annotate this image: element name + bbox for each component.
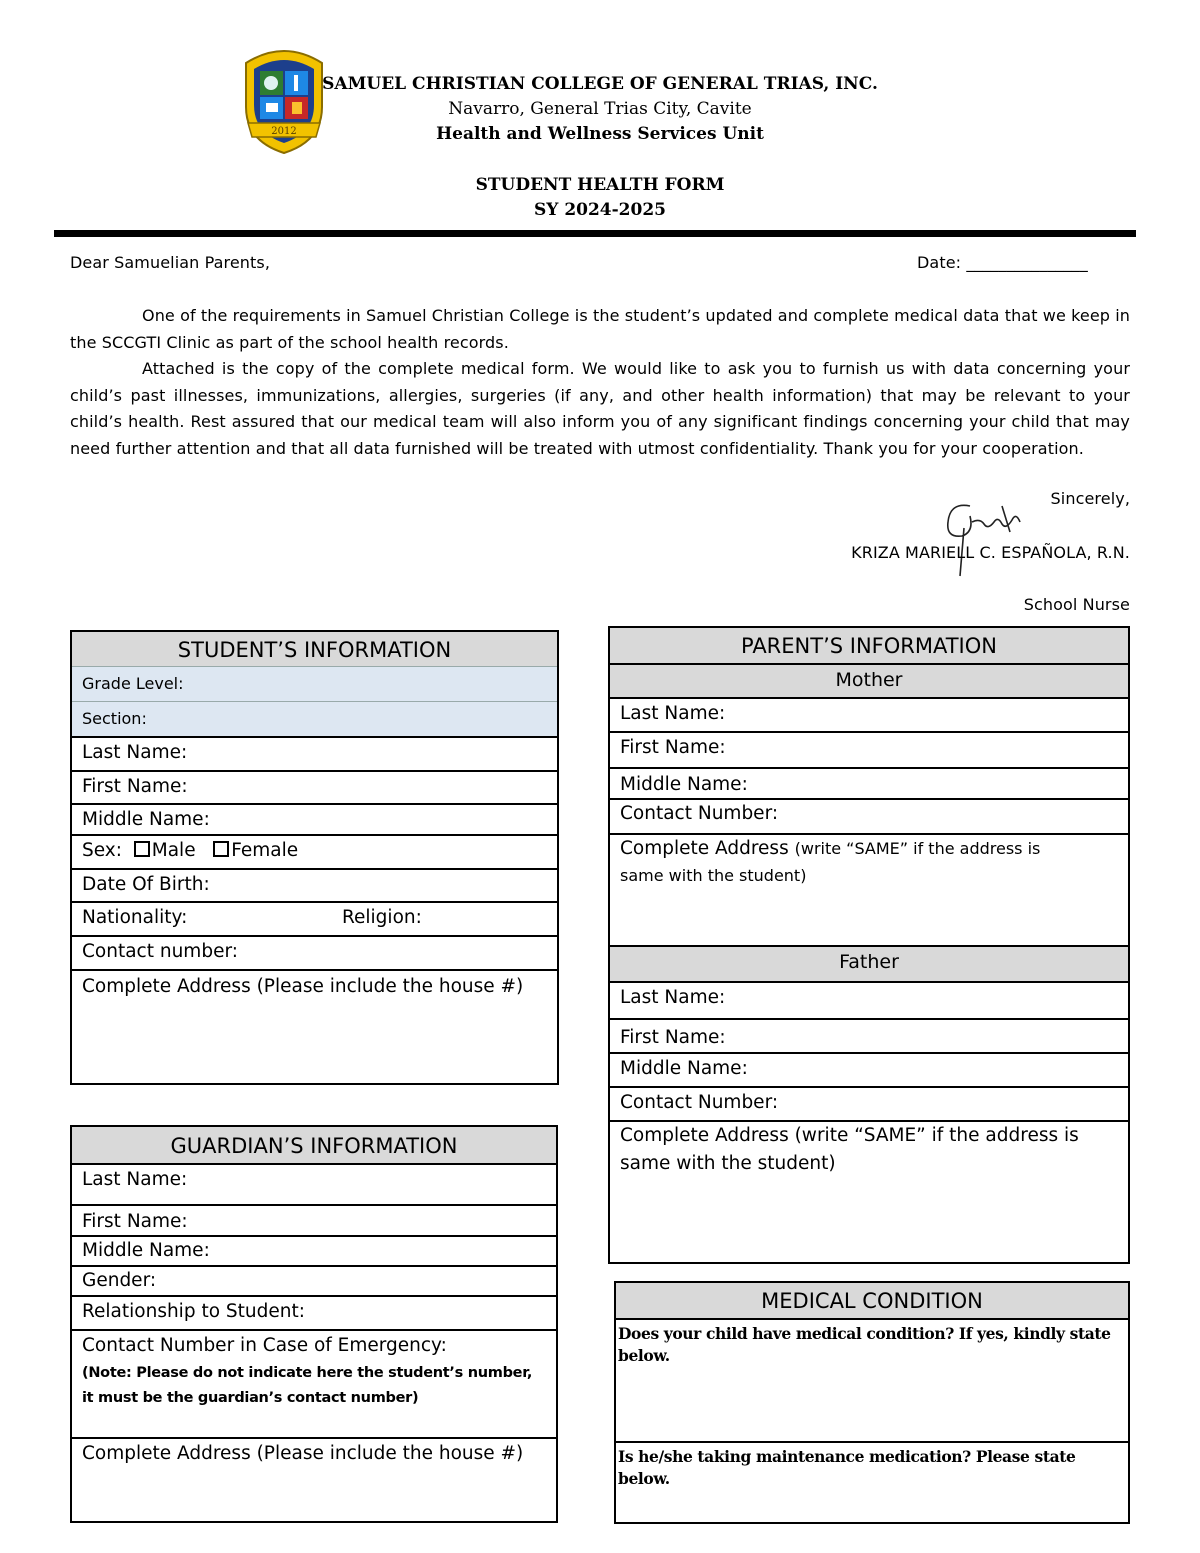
medical-q1-line-1: Does your child have medical condition? If yes, kindly state xyxy=(618,1324,1111,1343)
mother-last-name-field[interactable]: Last Name: xyxy=(610,697,1128,731)
mother-contact-field[interactable]: Contact Number: xyxy=(610,798,1128,833)
student-address-field[interactable]: Complete Address (Please include the house #) xyxy=(72,969,557,1083)
mother-address-label: Complete Address xyxy=(620,838,789,859)
student-info-title: STUDENT’S INFORMATION xyxy=(72,632,557,666)
relationship-field[interactable]: Relationship to Student: xyxy=(72,1295,556,1329)
guardian-last-name-field[interactable]: Last Name: xyxy=(72,1163,556,1204)
maintenance-medication-question[interactable] xyxy=(616,1441,1128,1522)
letter-paragraph-2: Attached is the copy of the complete medical form. We would like to ask you to furnish us with data concerning your child’s past illnesses, immunizations, allergies, surgeries (if any, and other health information) that may be relevant to your child’s health. Rest assured that our medical team will also inform you of any significant findings concerning your child that may need further attention and that all data furnished will be treated with utmost confidentiality. Thank you for your cooperation. xyxy=(70,359,1130,458)
medical-condition-title: MEDICAL CONDITION xyxy=(616,1283,1128,1318)
letter-body xyxy=(70,303,1130,462)
medical-q1-line-2: below. xyxy=(618,1346,670,1365)
emergency-contact-label: Contact Number in Case of Emergency: xyxy=(82,1335,447,1356)
logo-year-text: 2012 xyxy=(271,126,297,137)
student-info-table xyxy=(70,630,559,1085)
father-first-name-field[interactable]: First Name: xyxy=(610,1018,1128,1052)
father-address-field[interactable] xyxy=(610,1120,1128,1262)
student-contact-field[interactable]: Contact number: xyxy=(72,935,557,969)
section-field[interactable]: Section: xyxy=(72,701,557,736)
date-field: Date: _______________ xyxy=(917,253,1088,272)
guardian-address-field[interactable]: Complete Address (Please include the house #) xyxy=(72,1437,556,1521)
school-year: SY 2024-2025 xyxy=(533,200,666,220)
signature xyxy=(940,492,1030,578)
college-name: SAMUEL CHRISTIAN COLLEGE OF GENERAL TRIAS, INC. xyxy=(322,74,878,94)
guardian-info-title: GUARDIAN’S INFORMATION xyxy=(72,1127,556,1163)
medical-q2-line-1: Is he/she taking maintenance medication? Please state xyxy=(618,1447,1076,1466)
female-label: Female xyxy=(231,840,299,861)
mother-middle-name-field[interactable]: Middle Name: xyxy=(610,767,1128,798)
mother-heading: Mother xyxy=(610,663,1128,697)
nationality-field[interactable]: Nationality: xyxy=(82,907,188,928)
header-divider xyxy=(54,230,1136,237)
male-checkbox[interactable] xyxy=(134,841,150,857)
father-address-line-1: Complete Address (write “SAME” if the address is xyxy=(620,1125,1079,1146)
grade-level-field[interactable]: Grade Level: xyxy=(72,666,557,701)
guardian-first-name-field[interactable]: First Name: xyxy=(72,1204,556,1235)
form-title: STUDENT HEALTH FORM xyxy=(475,175,725,195)
student-first-name-field[interactable]: First Name: xyxy=(72,770,557,803)
male-label: Male xyxy=(151,840,196,861)
emergency-contact-field[interactable] xyxy=(72,1329,556,1437)
signatory-name: KRIZA MARIELL C. ESPAÑOLA, R.N. xyxy=(851,543,1130,562)
medical-q2-line-2: below. xyxy=(618,1469,670,1488)
guardian-info-table xyxy=(70,1125,558,1523)
medical-condition-question[interactable] xyxy=(616,1318,1128,1441)
parent-info-table xyxy=(608,626,1130,1264)
signatory-title: School Nurse xyxy=(1023,595,1130,614)
mother-first-name-field[interactable]: First Name: xyxy=(610,731,1128,767)
closing: Sincerely, xyxy=(1050,489,1130,508)
medical-condition-table xyxy=(614,1281,1130,1524)
college-address: Navarro, General Trias City, Cavite xyxy=(448,99,752,119)
sex-field xyxy=(72,834,557,868)
mother-address-field[interactable] xyxy=(610,833,1128,945)
father-last-name-field[interactable]: Last Name: xyxy=(610,981,1128,1018)
mother-address-note-2: same with the student) xyxy=(620,866,807,885)
letter-paragraph-1: One of the requirements in Samuel Christian College is the student’s updated and complete medical data that we keep in the SCCGTI Clinic as part of the school health records. xyxy=(70,306,1131,352)
father-address-line-2: same with the student) xyxy=(620,1153,836,1174)
guardian-middle-name-field[interactable]: Middle Name: xyxy=(72,1235,556,1265)
emergency-note-line-1: (Note: Please do not indicate here the student’s number, xyxy=(82,1365,533,1381)
mother-address-note-1: (write “SAME” if the address is xyxy=(794,839,1041,858)
sex-label: Sex: xyxy=(82,840,122,861)
parent-info-title: PARENT’S INFORMATION xyxy=(610,628,1128,663)
dob-field[interactable]: Date Of Birth: xyxy=(72,868,557,901)
salutation: Dear Samuelian Parents, xyxy=(70,253,271,272)
guardian-gender-field[interactable]: Gender: xyxy=(72,1265,556,1295)
nationality-religion-row xyxy=(72,901,557,935)
unit-name: Health and Wellness Services Unit xyxy=(436,124,764,144)
father-heading: Father xyxy=(610,945,1128,981)
student-middle-name-field[interactable]: Middle Name: xyxy=(72,803,557,834)
father-middle-name-field[interactable]: Middle Name: xyxy=(610,1052,1128,1086)
female-checkbox[interactable] xyxy=(213,841,229,857)
emergency-note-line-2: it must be the guardian’s contact number) xyxy=(82,1390,419,1406)
father-contact-field[interactable]: Contact Number: xyxy=(610,1086,1128,1120)
religion-field[interactable]: Religion: xyxy=(342,907,422,928)
student-last-name-field[interactable]: Last Name: xyxy=(72,736,557,770)
